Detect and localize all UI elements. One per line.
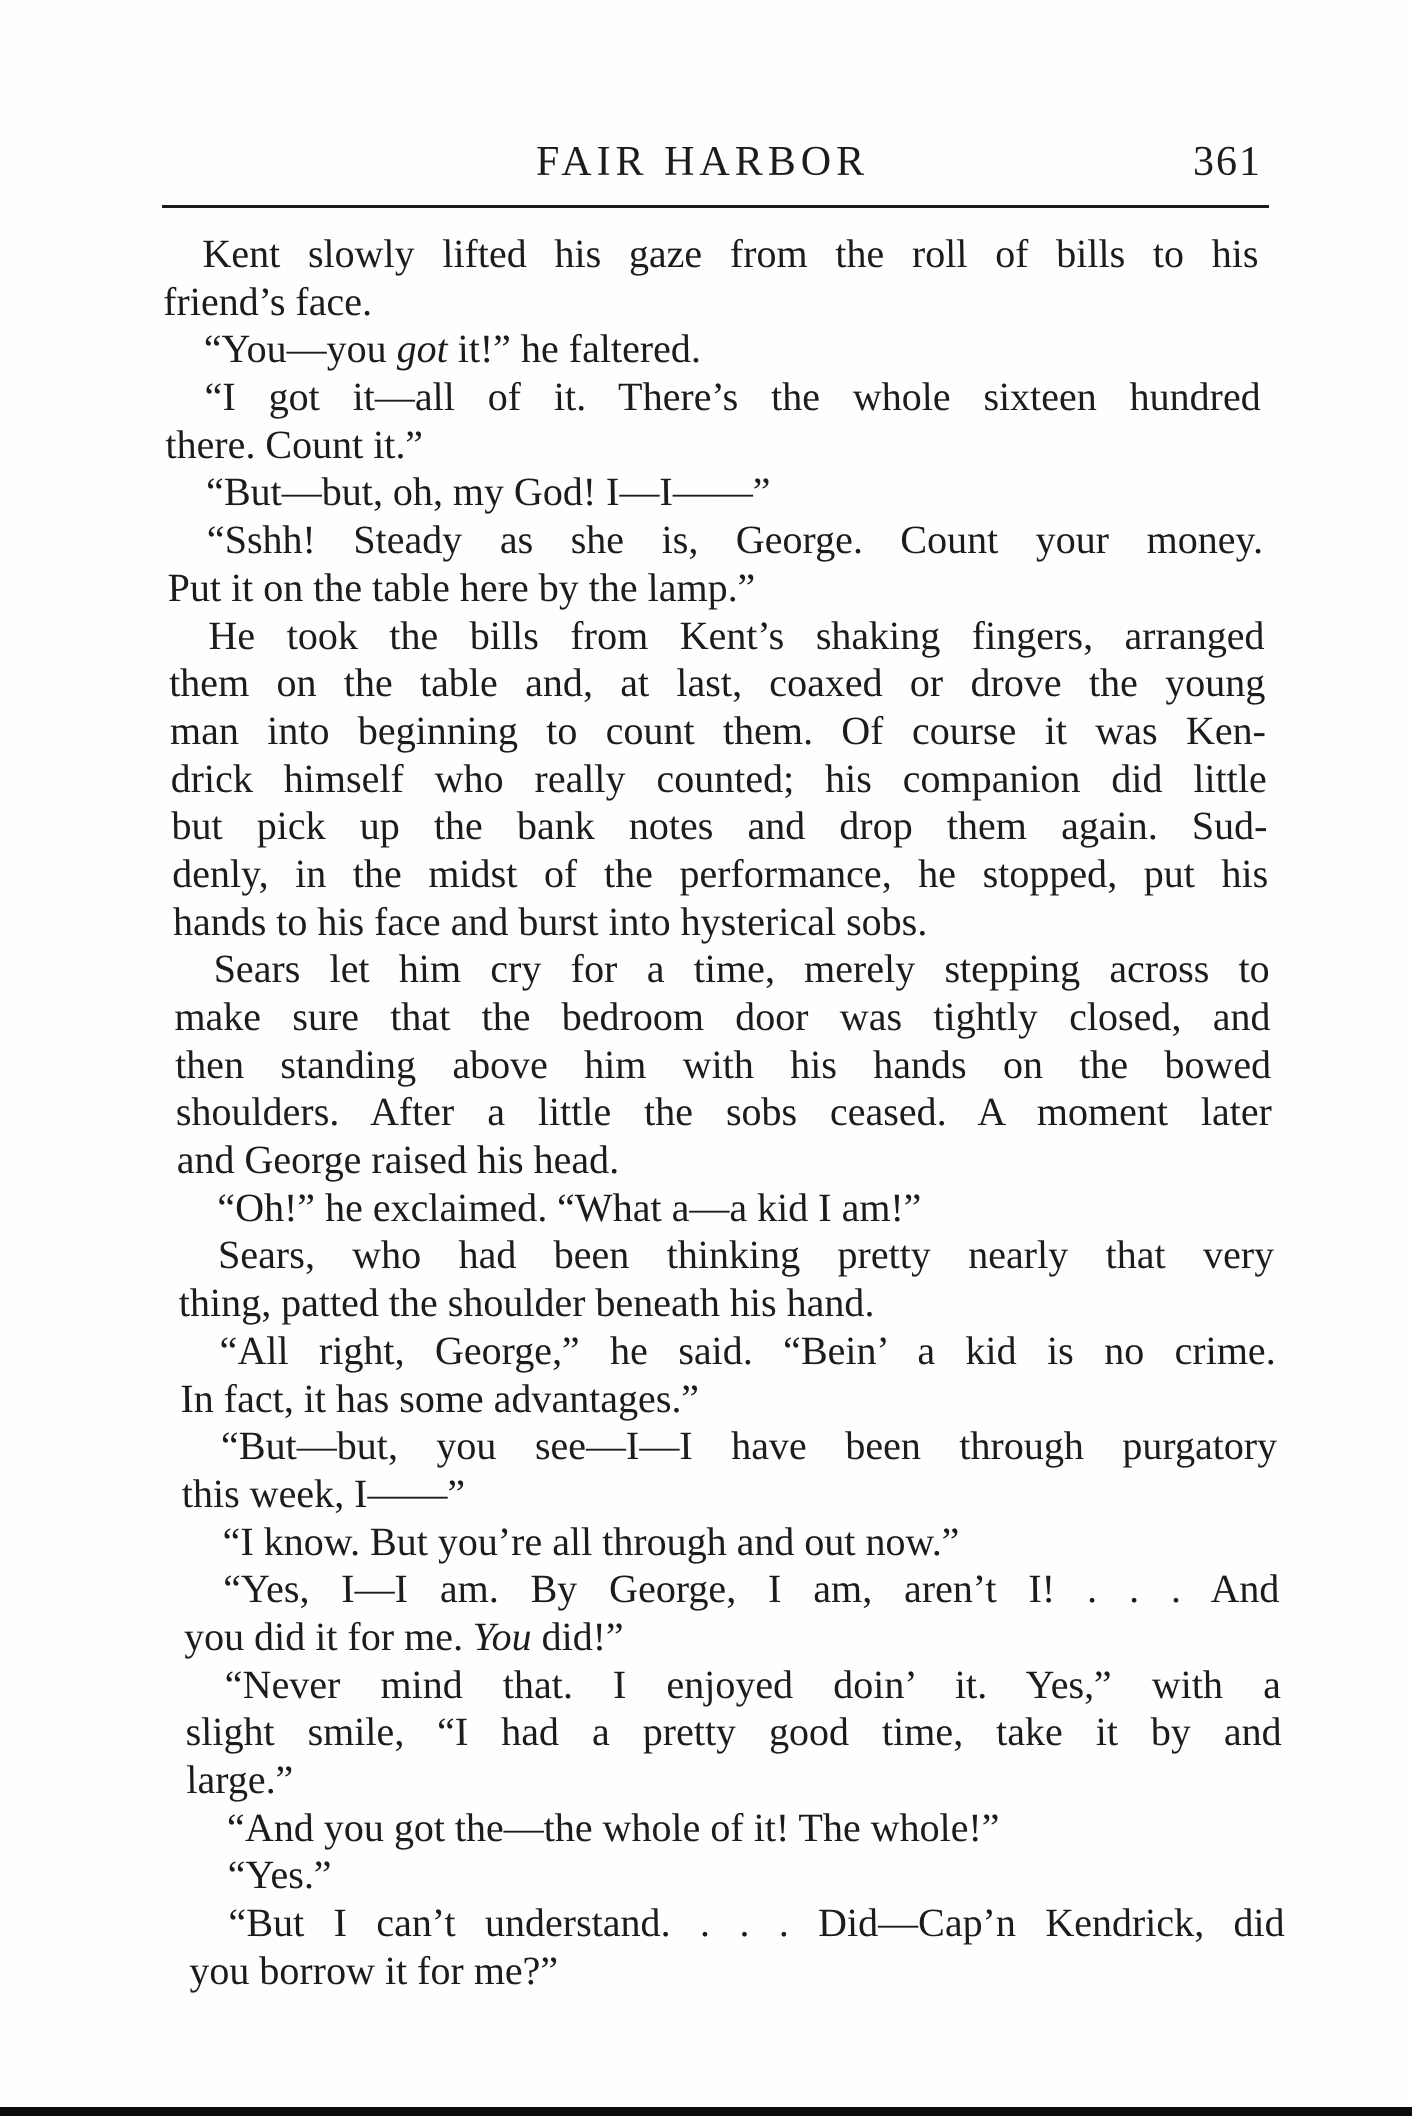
paragraph — [184, 1661, 1282, 1804]
text-run: “You—you — [203, 326, 397, 372]
paragraph — [188, 1899, 1285, 1994]
text-line: Sears let him cry for a time, merely stepping across to — [213, 946, 1270, 992]
text-line: there. Count it.” — [165, 421, 424, 467]
paragraph — [166, 468, 1263, 516]
text-line: and George raised his head. — [176, 1137, 620, 1183]
scan-edge-bar — [0, 2107, 1412, 2116]
text-line: “Yes.” — [227, 1852, 332, 1898]
text-line: then standing above him with his hands on the bowed — [174, 1041, 1272, 1087]
text-line: “Yes, I—I am. By George, I am, aren’t I! . . . And — [222, 1566, 1280, 1612]
text-line: “I got it—all of it. There’s the whole sixteen hundred — [204, 374, 1261, 420]
paragraph — [162, 230, 1259, 325]
text-line: “Never mind that. I enjoyed doin’ it. Yes,” with a — [224, 1661, 1282, 1707]
paragraph — [187, 1851, 1284, 1899]
text-line: Sears, who had been thinking pretty nearly that very — [217, 1232, 1275, 1278]
text-line: you borrow it for me?” — [188, 1947, 559, 1993]
paragraph — [163, 325, 1260, 373]
text-line: but pick up the bank notes and drop them again. Sud- — [171, 803, 1268, 849]
paragraph — [166, 516, 1263, 611]
paragraph — [177, 1184, 1274, 1232]
text-line: them on the table and, at last, coaxed or drove the young — [168, 660, 1266, 706]
text-line: Put it on the table here by the lamp.” — [167, 564, 756, 610]
text-line: “All right, George,” he said. “Bein’ a kid is no crime. — [219, 1327, 1276, 1373]
text-line: “And you got the—the whole of it! The whole!” — [226, 1804, 1000, 1850]
text-run: did!” — [531, 1613, 625, 1659]
paragraph — [183, 1565, 1280, 1660]
text-line: Kent slowly lifted his gaze from the roll of bills to his — [202, 231, 1259, 276]
text-run: you did it for me. — [183, 1613, 474, 1659]
text-line: denly, in the midst of the performance, he stopped, put his — [171, 850, 1269, 896]
running-title: FAIR HARBOR — [536, 139, 870, 185]
body-text — [162, 230, 1286, 1994]
paragraph — [182, 1518, 1279, 1566]
paragraph — [173, 945, 1273, 1183]
paragraph — [178, 1231, 1275, 1326]
text-line: make sure that the bedroom door was tightly closed, and — [174, 994, 1271, 1039]
text-line: slight smile, “I had a pretty good time, take it by and — [185, 1709, 1282, 1755]
text-line: shoulders. After a little the sobs ceased. A moment later — [175, 1089, 1273, 1135]
text-line: large.” — [185, 1757, 294, 1802]
paragraph — [181, 1422, 1278, 1517]
text-line: friend’s face. — [162, 278, 373, 324]
text-line: “Oh!” he exclaimed. “What a—a kid I am!” — [216, 1184, 922, 1230]
text-line: “I know. But you’re all through and out now.” — [222, 1518, 960, 1564]
text-line: this week, I——” — [181, 1470, 466, 1516]
text-run: it!” he faltered. — [447, 326, 702, 372]
text-line: “But I can’t understand. . . . Did—Cap’n Kendrick, did — [228, 1900, 1285, 1946]
text-line: “Sshh! Steady as she is, George. Count your money. — [206, 517, 1264, 563]
text-line: man into beginning to count them. Of course it was Ken- — [169, 707, 1267, 753]
italic-text: got — [396, 326, 448, 372]
text-line: thing, patted the shoulder beneath his hand. — [178, 1280, 875, 1326]
paragraph — [168, 612, 1269, 946]
paragraph — [179, 1327, 1276, 1422]
text-line: He took the bills from Kent’s shaking fingers, arranged — [208, 612, 1265, 658]
paragraph — [164, 373, 1261, 468]
text-line: “But—but, oh, my God! I—I——” — [205, 469, 771, 515]
page-number: 361 — [1193, 139, 1262, 185]
text-line: In fact, it has some advantages.” — [179, 1375, 700, 1421]
paragraph — [187, 1804, 1284, 1852]
text-line: hands to his face and burst into hysterical sobs. — [172, 898, 928, 944]
text-line — [163, 325, 1260, 373]
italic-text: You — [472, 1613, 532, 1659]
header-rule — [162, 205, 1269, 208]
text-line — [184, 1613, 1281, 1661]
text-line: drick himself who really counted; his companion did little — [170, 755, 1267, 801]
text-line: “But—but, you see—I—I have been through purgatory — [220, 1423, 1278, 1469]
